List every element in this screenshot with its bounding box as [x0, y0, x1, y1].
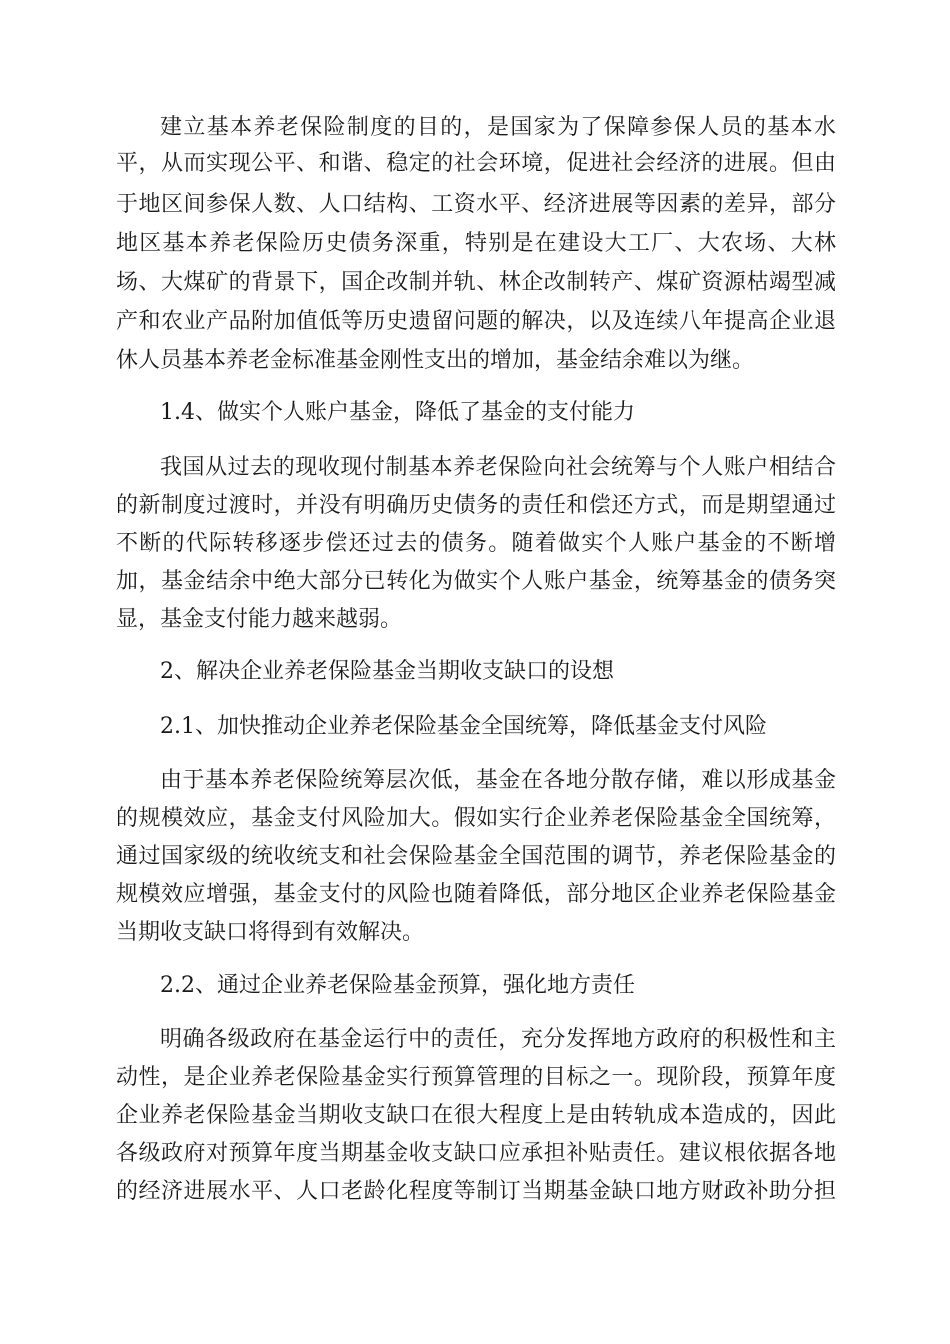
paragraph-line: 企业养老保险基金当期收支缺口在很大程度上是由转轨成本造成的，因此 [116, 1103, 836, 1128]
paragraph-line: 的经济进展水平、人口老龄化程度等制订当期基金缺口地方财政补助分担 [116, 1179, 836, 1204]
paragraph-line: 明确各级政府在基金运行中的责任，充分发挥地方政府的积极性和主 [160, 1027, 836, 1052]
paragraph-line: 建立基本养老保险制度的目的，是国家为了保障参保人员的基本水 [160, 115, 836, 140]
paragraph-line: 于地区间参保人数、人口结构、工资水平、经济进展等因素的差异，部分 [116, 192, 836, 217]
paragraph-line: 动性，是企业养老保险基金实行预算管理的目标之一。现阶段，预算年度 [116, 1065, 836, 1090]
paragraph-line: 不断的代际转移逐步偿还过去的债务。随着做实个人账户基金的不断增 [116, 531, 836, 556]
paragraph-line: 的新制度过渡时，并没有明确历史债务的责任和偿还方式，而是期望通过 [116, 493, 836, 518]
paragraph-line: 通过国家级的统收统支和社会保险基金全国范围的调节，养老保险基金的 [116, 844, 836, 869]
paragraph-line: 平，从而实现公平、和谐、稳定的社会环境，促进社会经济的进展。但由 [116, 151, 836, 176]
paragraph-line: 的规模效应，基金支付风险加大。假如实行企业养老保险基金全国统筹， [116, 806, 836, 831]
section-heading: 2.1、加快推动企业养老保险基金全国统筹，降低基金支付风险 [160, 714, 767, 739]
paragraph-line: 显，基金支付能力越来越弱。 [116, 607, 403, 632]
paragraph-line: 休人员基本养老金标准基金刚性支出的增加，基金结余难以为继。 [116, 348, 755, 373]
section-heading: 1.4、做实个人账户基金，降低了基金的支付能力 [160, 400, 635, 425]
paragraph-line: 当期收支缺口将得到有效解决。 [116, 920, 425, 945]
paragraph-line: 我国从过去的现收现付制基本养老保险向社会统筹与个人账户相结合 [160, 455, 836, 480]
paragraph-line: 由于基本养老保险统筹层次低，基金在各地分散存储，难以形成基金 [160, 768, 836, 793]
paragraph-line: 产和农业产品附加值低等历史遗留问题的解决，以及连续八年提高企业退 [116, 309, 836, 334]
section-heading: 2、解决企业养老保险基金当期收支缺口的设想 [160, 659, 614, 684]
paragraph-line: 地区基本养老保险历史债务深重，特别是在建设大工厂、大农场、大林 [116, 231, 836, 256]
paragraph-line: 各级政府对预算年度当期基金收支缺口应承担补贴责任。建议根依据各地 [116, 1141, 836, 1166]
paragraph-line: 规模效应增强，基金支付的风险也随着降低，部分地区企业养老保险基金 [116, 882, 836, 907]
section-heading: 2.2、通过企业养老保险基金预算，强化地方责任 [160, 973, 635, 998]
paragraph-line: 场、大煤矿的背景下，国企改制并轨、林企改制转产、煤矿资源枯竭型减 [116, 270, 836, 295]
paragraph-line: 加，基金结余中绝大部分已转化为做实个人账户基金，统筹基金的债务突 [116, 569, 836, 594]
